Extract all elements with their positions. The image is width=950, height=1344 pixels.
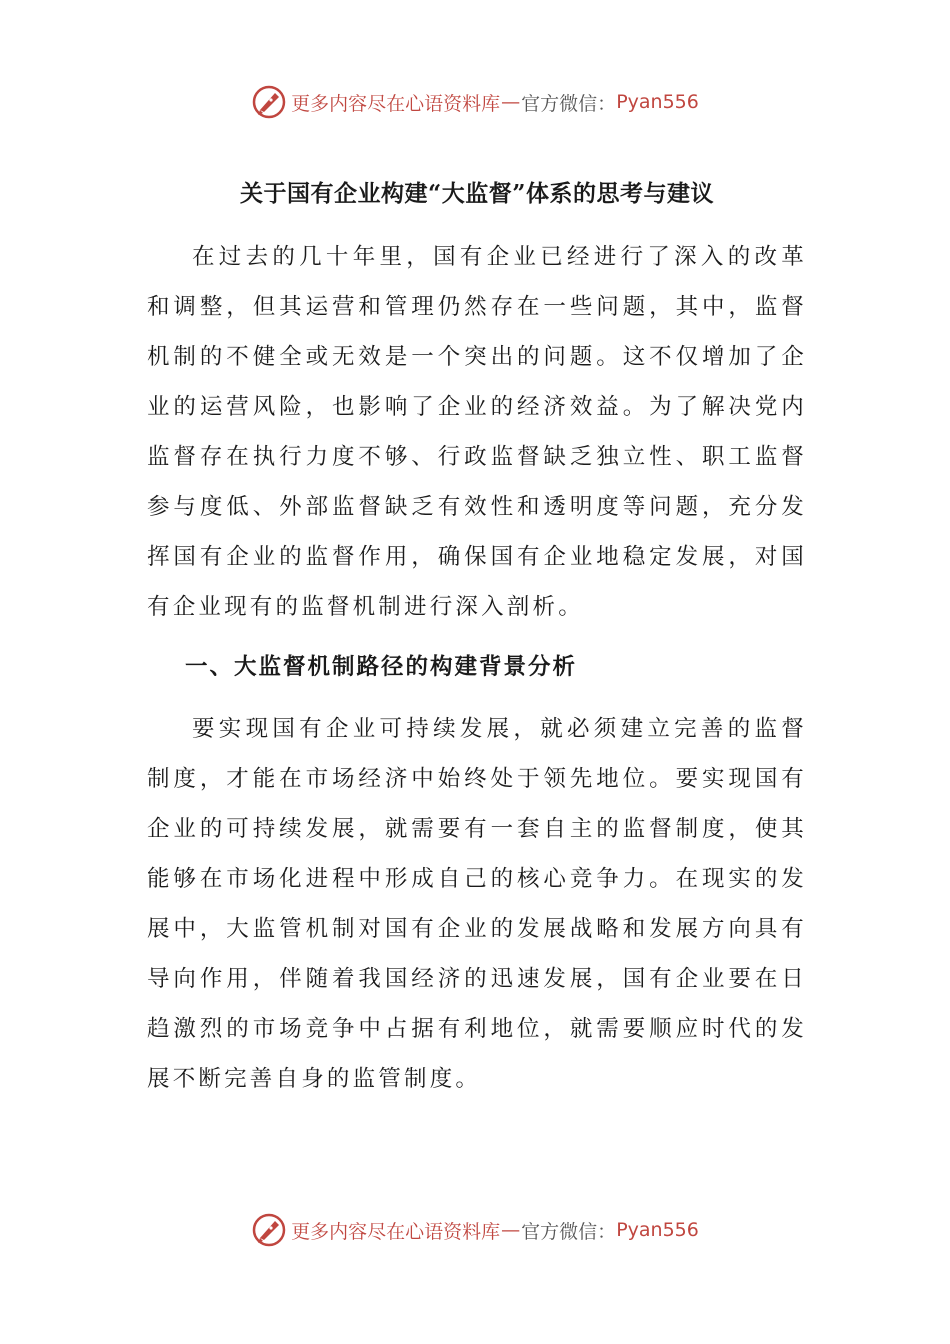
document-title: 关于国有企业构建“大监督”体系的思考与建议 <box>240 180 714 207</box>
header-watermark <box>0 82 950 122</box>
watermark-dash: — <box>501 91 521 113</box>
paragraph-section-1: 要实现国有企业可持续发展，就必须建立完善的监督制度，才能在市场经济中始终处于领先地位。要实现国有企业的可持续发展，就需要有一套自主的监督制度，使其能够在市场化进程中形成自己的核心竞争力。在现实的发展中，大监管机制对国有企业的发展战略和发展方向具有导向作用，伴随着我国经济的迅速发展，国有企业要在日趋激烈的市场竞争中占据有利地位，就需要顺应时代的发展不断完善自身的监管制度。 <box>147 716 807 1092</box>
paragraph-intro: 在过去的几十年里，国有企业已经进行了深入的改革和调整，但其运营和管理仍然存在一些问题，其中，监督机制的不健全或无效是一个突出的问题。这不仅增加了企业的运营风险，也影响了企业的经济效益。为了解决党内监督存在执行力度不够、行政监督缺乏独立性、职工监督参与度低、外部监督缺乏有效性和透明度等问题，充分发挥国有企业的监督作用，确保国有企业地稳定发展，对国有企业现有的监督机制进行深入剖析。 <box>147 244 807 620</box>
watermark-wechat-id: Pyan556 <box>616 91 699 113</box>
section-heading-1: 一、大监督机制路径的构建背景分析 <box>185 654 578 680</box>
watermark-brand-text: 更多内容尽在心语资料库 <box>291 1220 501 1243</box>
document-body <box>147 168 807 1104</box>
footer-watermark <box>0 1210 950 1250</box>
watermark-wechat-id: Pyan556 <box>616 1219 699 1241</box>
pen-nib-logo-icon <box>251 1212 287 1248</box>
watermark-dash: — <box>501 1219 521 1241</box>
watermark-official-label: 官方微信： <box>521 1220 617 1243</box>
watermark-official-label: 官方微信： <box>521 92 617 115</box>
watermark-brand-text: 更多内容尽在心语资料库 <box>291 92 501 115</box>
pen-nib-logo-icon <box>251 84 287 120</box>
